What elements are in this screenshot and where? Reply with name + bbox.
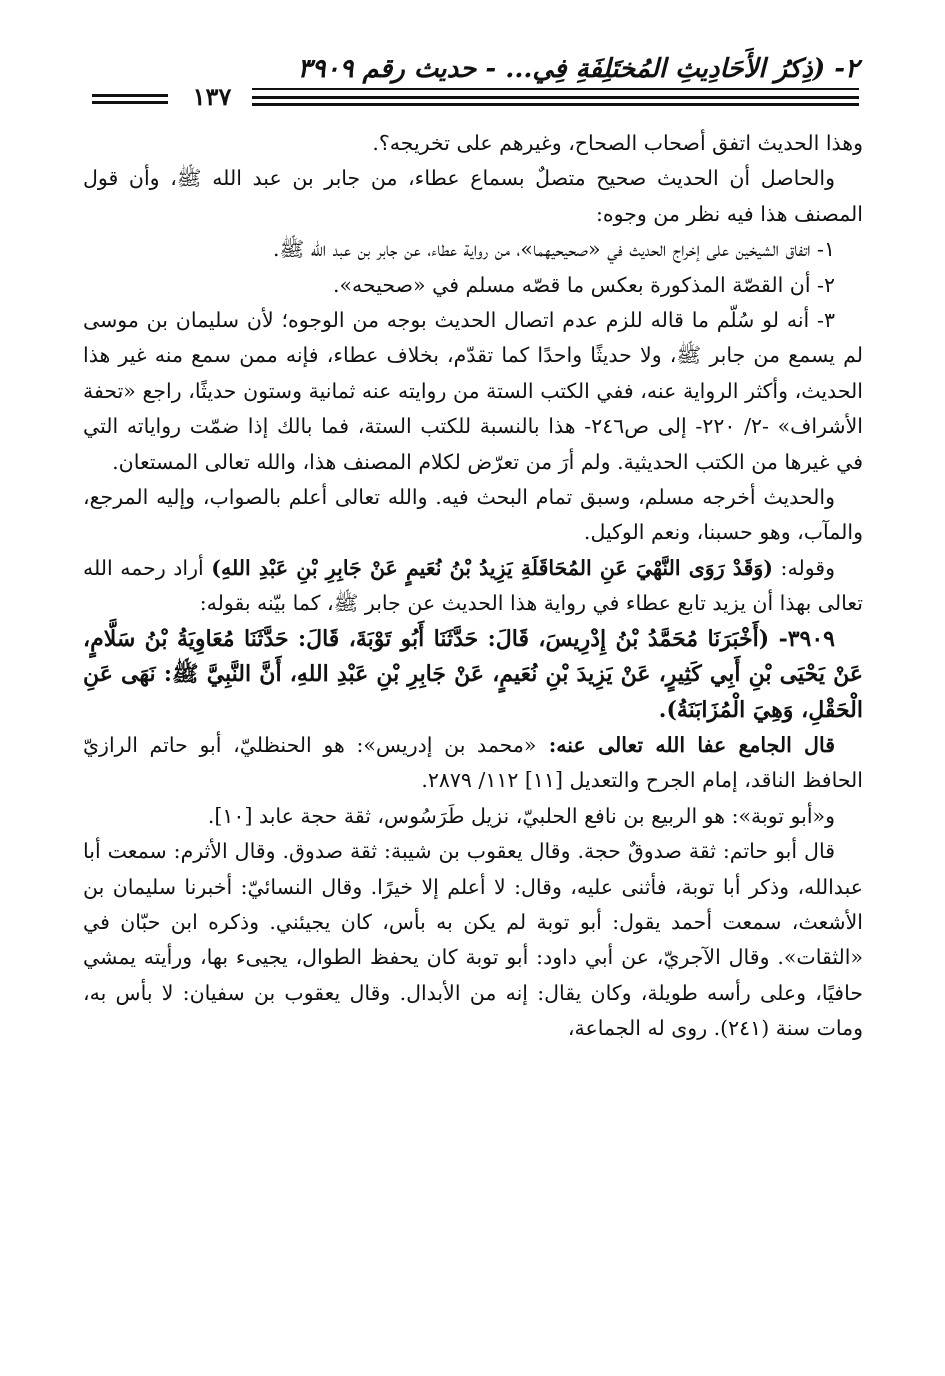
header-underline [252,88,859,90]
quoted-text: (وَقَدْ رَوَى النَّهْيَ عَنِ المُحَاقَلَةِ يَزِيدُ بْنُ نُعَيمٍ عَنْ جَابِرِ بْنِ عَبْدِ اللهِ) [211,555,773,580]
hadith-text: ٣٩٠٩- (أَخْبَرَنَا مُحَمَّدُ بْنُ إِدْرِيسَ، قَالَ: حَدَّثَنَا أَبُو تَوْبَةَ، قَالَ: حَدَّثَنَا مُعَاوِيَةُ بْنُ سَلَّامٍ، عَنْ يَحْيَى بْنِ أَبِي كَثِيرٍ، عَنْ يَزِيدَ بْنِ نُعَيمٍ، عَنْ جَابِرِ بْنِ عَبْدِ اللهِ، أَنَّ النَّبِيَّ ﷺ: نَهَى عَنِ الْحَقْلِ، وَهِيَ الْمُزَابَنَةُ). [83,625,863,723]
page-body [83,126,863,1047]
header-rule [252,103,859,106]
quote-paragraph [83,551,863,622]
paragraph: ٣- أنه لو سُلّم ما قاله للزم عدم اتصال الحديث بوجه من الوجوه؛ لأن سليمان بن موسى لم يسمع من جابر ﷺ، ولا حديثًا واحدًا كما تقدّم، بخلاف عطاء، فإنه ممن سمع منه غير هذا الحديث، وأكثر الرواية عنه، ففي الكتب الستة من روايته عنه ثمانية وستون حديثًا، راجع «تحفة الأشراف» -٢/ ٢٢٠- إلى ص٢٤٦- هذا بالنسبة للكتب الستة، فما بالك إذا ضمّت رواياته التي في غيرها من الكتب الحديثية. ولم أرَ من تعرّض لكلام المصنف هذا، والله تعالى المستعان. [83,308,863,474]
running-header-title: ٢- (ذِكرُ الأَحَادِيثِ المُختَلِفَةِ فِي... - حديث رقم ٣٩٠٩ [297,54,859,84]
paragraph: ٢- أن القصّة المذكورة بعكس ما قصّه مسلم في «صحيحه». [332,272,835,297]
paragraph: والحديث أخرجه مسلم، وسبق تمام البحث فيه. والله تعالى أعلم بالصواب، وإليه المرجع، والمآب، وهو حسبنا، ونعم الوكيل. [83,485,863,545]
commentary-lead: قال الجامع عفا الله تعالى عنه: [536,732,836,757]
quote-explanation: أراد رحمه الله تعالى بهذا أن يزيد تابع عطاء في رواية هذا الحديث عن جابر ﷺ، كما بيّنه بقوله: [83,555,863,616]
header-rule [252,96,859,99]
header-rule [92,101,168,104]
commentary-paragraph: قال أبو حاتم: ثقة صدوقٌ حجة. وقال يعقوب بن شيبة: ثقة صدوق. وقال الأثرم: سمعت أبا عبدالله، وذكر أبا توبة، فأثنى عليه، وقال: لا أعلم إلا خيرًا. وقال النسائيّ: أخبرنا سليمان بن الأشعث، سمعت أحمد يقول: أبو توبة لم يكن به بأس، كان يجيئني. وذكره ابن حبّان في «الثقات». وقال الآجريّ، عن أبي داود: أبو توبة كان يحفظ الطوال، يجيىء بها، ورأيته يمشي حافيًا، وعلى رأسه طويلة، وكان يقال: إنه من الأبدال. وقال يعقوب بن سفيان: لا بأس به، ومات سنة (٢٤١). روى له الجماعة، [83,839,863,1041]
header-rule [92,94,168,97]
commentary-text: «محمد بن إدريس»: هو الحنظليّ، أبو حاتم الرازيّ الحافظ الناقد، إمام الجرح والتعديل [١١] ١١٢/ ٢٨٧٩. [83,732,863,793]
commentary-paragraph: و«أبو توبة»: هو الربيع بن نافع الحلبيّ، نزيل طَرَسُوس، ثقة حجة عابد [١٠]. [207,803,835,828]
page-number: ١٣٧ [192,82,232,111]
quote-intro: وقوله: [772,555,835,580]
paragraph: وهذا الحديث اتفق أصحاب الصحاح، وغيرهم على تخريجه؟. [372,131,863,155]
commentary-paragraph [83,728,863,799]
paragraph: ١- اتفاق الشيخين على إخراج الحديث في «صحيحيهما»، من رواية عطاء، عن جابر بن عبد الله ﷺ. [272,237,835,262]
paragraph: والحاصل أن الحديث صحيح متصلٌ بسماع عطاء، من جابر بن عبد الله ﷺ، وأن قول المصنف هذا فيه نظر من وجوه: [83,166,863,226]
